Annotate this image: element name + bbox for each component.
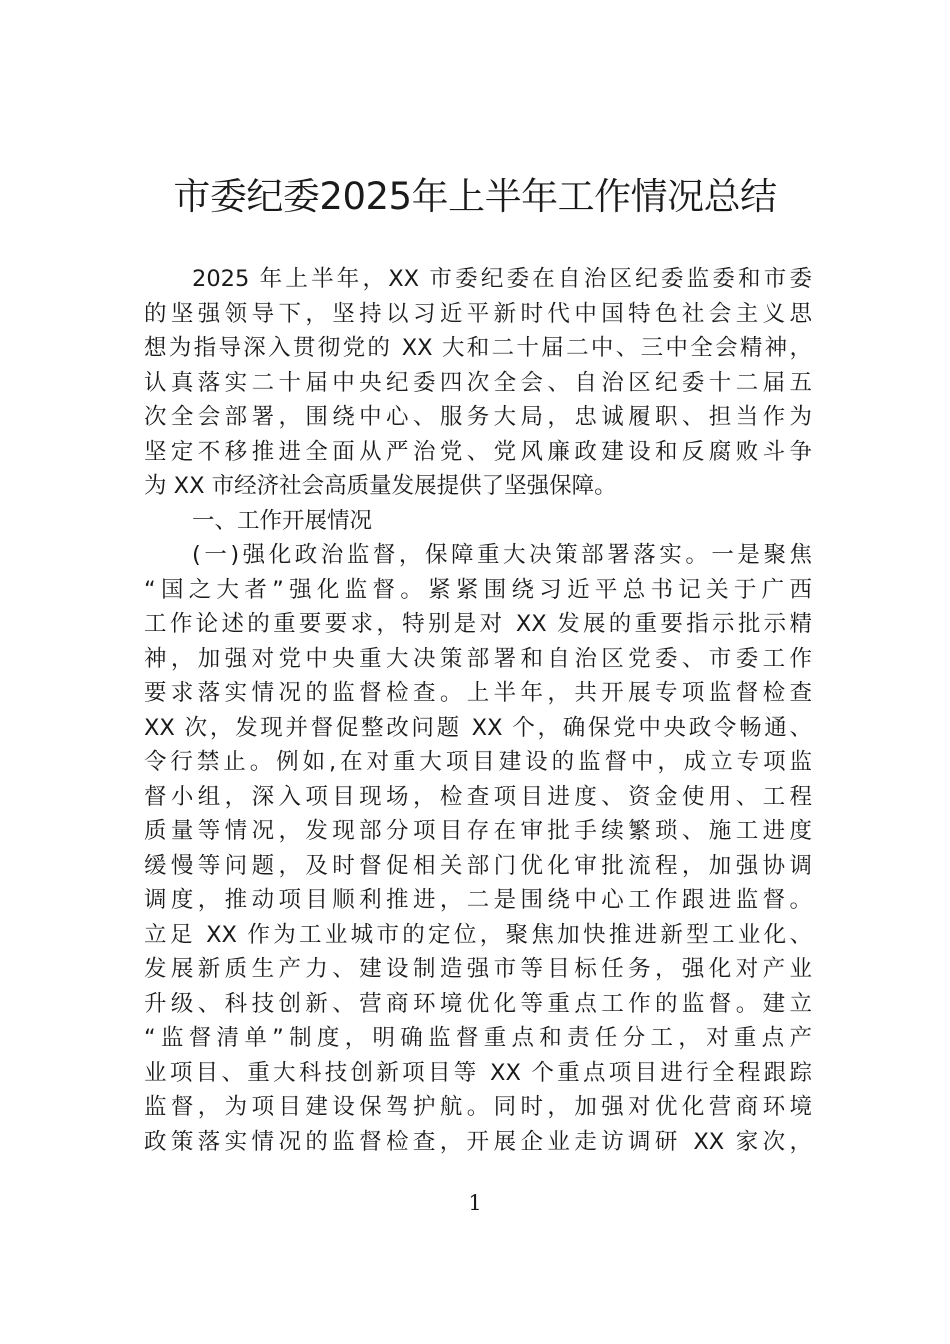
paragraph-line: 认真落实二十届中央纪委四次全会、自治区纪委十二届五 (144, 369, 812, 396)
paragraph-line: 令行禁止。例如,在对重大项目建设的监督中，成立专项监 (144, 749, 812, 775)
paragraph-line: 升级、科技创新、营商环境优化等重点工作的监督。建立 (144, 990, 812, 1017)
section-heading: 一、工作开展情况 (192, 507, 373, 534)
paragraph-line: 发展新质生产力、建设制造强市等目标任务，强化对产业 (144, 956, 812, 982)
paragraph-line: “国之大者”强化监督。紧紧围绕习近平总书记关于广西 (144, 576, 812, 603)
paragraph-line: 坚定不移推进全面从严治党、党风廉政建设和反腐败斗争 (144, 438, 812, 465)
page-number: 1 (468, 1191, 482, 1215)
paragraph-line: 为 XX 市经济社会高质量发展提供了坚强保障。 (144, 473, 617, 499)
paragraph-line: “监督清单”制度，明确监督重点和责任分工，对重点产 (144, 1025, 812, 1051)
paragraph-line: 工作论述的重要要求，特别是对 XX 发展的重要指示批示精 (144, 611, 812, 637)
section-one-paragraph (144, 538, 812, 1159)
paragraph-line: 想为指导深入贯彻党的 XX 大和二十届二中、三中全会精神， (144, 335, 812, 361)
paragraph-line: 立足 XX 作为工业城市的定位，聚焦加快推进新型工业化、 (144, 921, 812, 948)
paragraph-line: 要求落实情况的监督检查。上半年，共开展专项监督检查 (144, 680, 812, 706)
intro-paragraph (144, 262, 812, 504)
paragraph-line: 的坚强领导下，坚持以习近平新时代中国特色社会主义思 (144, 300, 812, 327)
paragraph-line: 监督，为项目建设保驾护航。同时，加强对优化营商环境 (144, 1094, 812, 1120)
paragraph-line: 缓慢等问题，及时督促相关部门优化审批流程，加强协调 (144, 852, 812, 879)
paragraph-line: (一)强化政治监督，保障重大决策部署落实。一是聚焦 (192, 542, 812, 568)
paragraph-line: 调度，推动项目顺利推进，二是围绕中心工作跟进监督。 (144, 887, 812, 913)
document-body (144, 262, 812, 1159)
paragraph-line: 次全会部署，围绕中心、服务大局，忠诚履职、担当作为 (144, 404, 812, 430)
paragraph-line: XX 次，发现并督促整改问题 XX 个，确保党中央政令畅通、 (144, 714, 812, 741)
document-title: 市委纪委2025年上半年工作情况总结 (173, 175, 777, 218)
paragraph-line: 质量等情况，发现部分项目存在审批手续繁琐、施工进度 (144, 818, 812, 844)
paragraph-line: 政策落实情况的监督检查，开展企业走访调研 XX 家次， (144, 1128, 812, 1155)
paragraph-line: 业项目、重大科技创新项目等 XX 个重点项目进行全程跟踪 (144, 1059, 812, 1086)
paragraph-line: 督小组，深入项目现场，检查项目进度、资金使用、工程 (144, 783, 812, 810)
paragraph-line: 神，加强对党中央重大决策部署和自治区党委、市委工作 (144, 645, 812, 672)
paragraph-line: 2025 年上半年，XX 市委纪委在自治区纪委监委和市委 (192, 266, 812, 292)
